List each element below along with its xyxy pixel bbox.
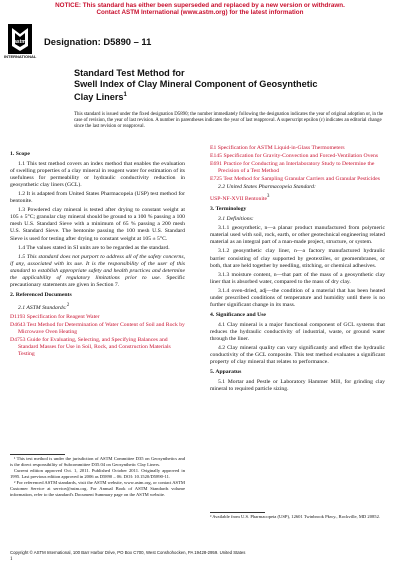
section-apparatus-heading: 5. Apparatus xyxy=(210,369,242,376)
copyright: Copyright © ASTM International, 100 Barr Harbor Drive, PO Box C700, West Conshohocken, PA 19428-2959. United States xyxy=(10,550,246,555)
logo-caption: INTERNATIONAL xyxy=(4,54,37,59)
footnote-2: ² For referenced ASTM standards, visit the ASTM website, www.astm.org, or contact ASTM Customer Service at service@astm.org. For Annual Book of ASTM Standards volume information, refer to the standard's Document Summary page on the ASTM website. xyxy=(10,480,185,497)
footnotes xyxy=(10,456,185,498)
ref-e1[interactable]: E1 Specification for ASTM Liquid-in-Glass Thermometers xyxy=(210,145,345,151)
para-3-1-3: 3.1.3 moisture content, n—that part of the mass of a geosynthetic clay liner that is absorbed water, compared to the mass of dry clay. xyxy=(210,271,385,285)
right-column xyxy=(210,145,385,395)
para-5-1: 5.1 Mortar and Pestle or Laboratory Hammer Mill, for grinding clay mineral to required particle sizing. xyxy=(210,379,385,393)
ref-e691[interactable]: E691 Practice for Conducting an Interlaboratory Study to Determine the Precision of a Test Method xyxy=(210,161,375,175)
designation: Designation: D5890 – 11 xyxy=(44,36,152,47)
notice-banner xyxy=(0,2,400,17)
svg-text:astm: astm xyxy=(14,39,26,45)
notice-line-1: NOTICE: This standard has either been superseded and replaced by a new version or withdrawn. xyxy=(55,2,345,9)
title-line-3: Clay Liners$^1$ xyxy=(74,92,127,103)
ref-d4753[interactable]: D4753 Guide for Evaluating, Selecting, and Specifying Balances and Standard Masses for Use in Soil, Rock, and Construction Materials Testing xyxy=(10,336,171,358)
section-significance-heading: 4. Significance and Use xyxy=(210,311,266,318)
notice-line-2: Contact ASTM International (www.astm.org) for the latest information xyxy=(96,9,304,17)
para-3-1-4: 3.1.4 oven-dried, adj—the condition of a material that has been heated under prescribed conditions of temperature and humidity until there is no further significant change in its mass. xyxy=(210,287,385,308)
section-terminology-heading: 3. Terminology xyxy=(210,206,247,213)
section-scope-heading: 1. Scope xyxy=(10,151,30,157)
para-1-2: 1.2 It is adapted from United States Pharmacopeia (USP) test method for bentonite. xyxy=(10,191,185,205)
para-1-3: 1.3 Powdered clay mineral is tested after drying to constant weight at 105 ± 5°C; granular clay mineral should be ground to a 100 % passing a 100 mesh U.S. Standard Sieve with a minimum of 65 % passing a 200 mesh U.S. Standard Sieve. The bentonite passing the 100 mesh U.S. Standard Sieve is used for testing after drying to constant weight at 105 ± 5°C. xyxy=(10,207,185,242)
para-4-2: 4.2 Clay mineral quality can vary significantly and effect the hydraulic conductivity of the GCL composite. This test method evaluates a significant property of clay mineral that relates to performance. xyxy=(210,345,385,366)
para-1-1: 1.1 This test method covers an index method that enables the evaluation of swelling properties of a clay mineral in reagent water for estimation of its usefulness for permeability or hydraulic conductivity reduction in geosynthetic clay liners (GCL). xyxy=(10,161,185,189)
para-3-1-1: 3.1.1 geosynthetic, n—a planar product manufactured from polymeric material used with soil, rock, earth, or other geotechnical engineering related material as an integral part of a man-made project, structure, or system. xyxy=(210,225,385,246)
para-1-4: 1.4 The values stated in SI units are to be regarded as the standard. xyxy=(18,244,170,251)
footnote-rule-right xyxy=(210,512,265,513)
preamble: This standard is issued under the fixed designation D5890; the number immediately following the designation indicates the year of original adoption or, in the case of revision, the year of last revision. A number in parentheses indicates the year of last reapproval. A superscript epsilon (ε) indicates an editorial change since the last revision or reapproval. xyxy=(74,112,384,130)
section-refs-heading: 2. Referenced Documents xyxy=(10,291,72,298)
astm-standards-label: 2.1 ASTM Standards:$^2$ xyxy=(18,302,70,311)
ref-d1193[interactable]: D1193 Specification for Reagent Water xyxy=(10,313,100,320)
para-1-5: 1.5 This standard does not purport to address all of the safety concerns, if any, associated with its use. It is the responsibility of the user of this standard to establish appropriate safety and health practices and determine the applicability of regulatory limitations prior to use. Specific precautionary statements are given in Section 7. xyxy=(10,253,186,288)
title-line-1: Standard Test Method for xyxy=(74,68,185,78)
page-number: 1 xyxy=(10,557,13,562)
footnote-1: ¹ This test method is under the jurisdiction of ASTM Committee D35 on Geosynthetics and is the direct responsibility of Subcommittee D35.04 on Geosynthetic Clay Liners. xyxy=(10,456,185,467)
document-title xyxy=(74,68,384,103)
para-3-1-2: 3.1.2 geosynthetic clay liner, n—a factory manufactured hydraulic barrier consisting of clay supported by geotextiles, or geomembranes, or both, that are held together by needling, stitching, or chemical adhesives. xyxy=(210,248,385,269)
definitions-label: 3.1 Definitions: xyxy=(218,216,254,223)
footnote-3: ³ Available from U.S. Pharmacopeia (USP), 12601 Twinbrook Pkwy., Rockville, MD 20852. xyxy=(210,514,381,519)
astm-logo-icon xyxy=(8,24,32,54)
footnote-1b: Current edition approved Oct. 1, 2011. Published October 2011. Originally approved in 1995. Last previous edition approved in 2006 as D5890 – 06. DOI: 10.1520/D5890-11. xyxy=(10,468,185,479)
usp-heading: 2.2 United States Pharmacopeia Standard: xyxy=(218,184,316,191)
para-4-1: 4.1 Clay mineral is a major functional component of GCL systems that reduces the hydraulic conductivity of industrial, waste, or ground water through the liner. xyxy=(210,321,385,342)
title-line-2: Swell Index of Clay Mineral Component of Geosynthetic xyxy=(74,79,318,89)
ref-d4643[interactable]: D4643 Test Method for Determination of Water Content of Soil and Rock by Microwave Oven Heating xyxy=(10,321,185,335)
ref-e725[interactable]: E725 Test Method for Sampling Granular Carriers and Granular Pesticides xyxy=(210,176,380,183)
ref-usp[interactable]: USP-NF-XVII Bentonite$^3$ xyxy=(210,194,270,203)
left-column xyxy=(10,148,185,359)
footnote-rule xyxy=(10,454,65,455)
ref-e145[interactable]: E145 Specification for Gravity-Convection and Forced-Ventilation Ovens xyxy=(210,153,379,160)
